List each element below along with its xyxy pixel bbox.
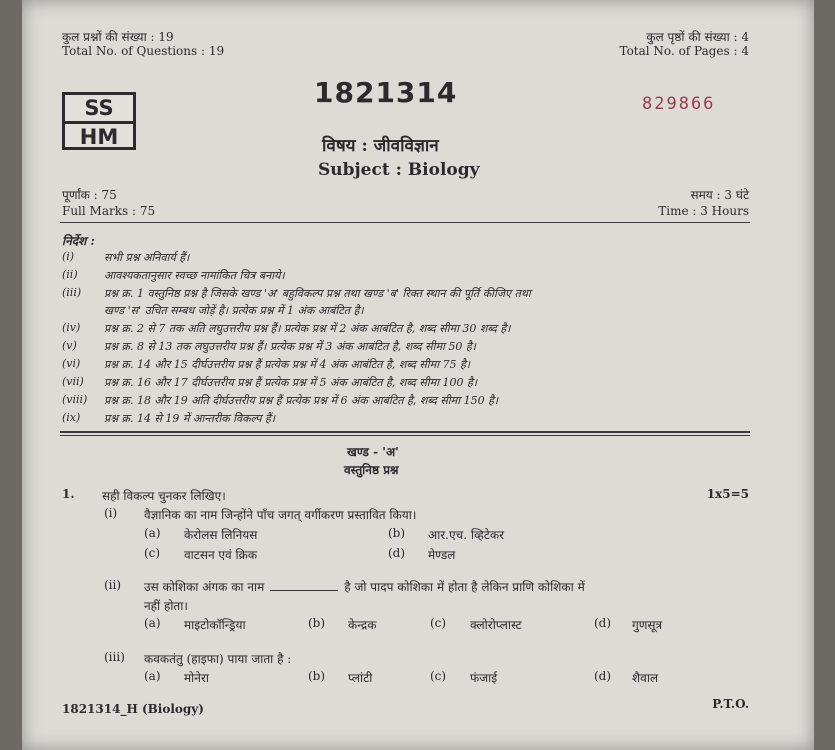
subject-hindi: विषय : जीवविज्ञान [322, 136, 439, 156]
instruction-text: प्रश्न क्र. 1 वस्तुनिष्ठ प्रश्न है जिसके खण्ड 'अ' बहुविकल्प प्रश्न तथा खण्ड 'ब' रिक्त स्थान की पूर्ति कीजिए तथा [104, 287, 531, 300]
instruction-num: (i) [62, 250, 75, 263]
subquestion-text-after: है जो पादप कोशिका में होता है लेकिन प्राणि कोशिका में [344, 580, 585, 594]
instruction-text: प्रश्न क्र. 14 से 19 में आन्तरीक विकल्प हैं। [104, 412, 276, 425]
subquestion-text: वैज्ञानिक का नाम जिन्होंने पाँच जगत् वर्गीकरण प्रस्तावित किया। [144, 508, 417, 522]
option-label: (c) [430, 616, 447, 630]
instruction-text: प्रश्न क्र. 2 से 7 तक अति लघुउत्तरीय प्रश्न हैं। प्रत्येक प्रश्न में 2 अंक आबंटित है, शब्द सीमा 30 शब्द है। [104, 322, 511, 335]
section-rule-thick [60, 431, 750, 433]
option-text: आर.एच. व्हिटेकर [428, 528, 504, 542]
option-text: माइटोकॉन्ड्रिया [184, 618, 246, 632]
header-rule [60, 222, 750, 223]
option-text: क्लोरोप्लास्ट [470, 618, 522, 632]
fill-in-blank [270, 580, 338, 591]
option-text: केन्द्रक [348, 618, 377, 632]
subquestion-text [144, 578, 585, 595]
paper-code: 1821314 [314, 76, 458, 109]
subquestion-number: (ii) [104, 578, 122, 592]
instruction-num: (iii) [62, 286, 82, 299]
full-marks-hindi: पूर्णांक : 75 [62, 188, 117, 202]
instruction-text-continued: खण्ड 'स' उचित सम्बध जोड़ें है। प्रत्येक प्रश्न में 1 अंक आबंटित है। [104, 304, 364, 317]
time-english: Time : 3 Hours [658, 204, 749, 218]
option-label: (b) [308, 616, 326, 630]
instruction-text: प्रश्न क्र. 14 और 15 दीर्घउत्तरीय प्रश्न हैं प्रत्येक प्रश्न में 4 अंक आबंटित है, शब्द सीमा 75 है। [104, 358, 471, 371]
option-label: (d) [388, 546, 406, 560]
instruction-num: (vii) [62, 375, 84, 388]
option-text: गुणसूत्र [632, 618, 663, 632]
subquestion-number: (i) [104, 506, 118, 520]
stream-code-box [62, 92, 136, 150]
footer-paper-code: 1821314_H (Biology) [62, 702, 204, 716]
instruction-num: (ii) [62, 268, 78, 281]
page-count-hindi: कुल पृष्ठों की संख्या : 4 [646, 30, 749, 44]
option-text: फंजाई [470, 671, 498, 685]
instruction-num: (viii) [62, 393, 88, 406]
option-text: प्लांटी [348, 671, 373, 685]
instruction-text: प्रश्न क्र. 8 से 13 तक लघुउत्तरीय प्रश्न हैं। प्रत्येक प्रश्न में 3 अंक आबंटित है, शब्द सीमा 50 है। [104, 340, 476, 353]
footer-pto: P.T.O. [712, 697, 749, 711]
option-label: (b) [388, 526, 406, 540]
instruction-text: आवश्यकतानुसार स्वच्छ नामांकित चित्र बनाये। [104, 269, 285, 282]
subquestion-text: कवकतंतु (हाइफा) पाया जाता है : [144, 652, 292, 666]
instruction-num: (ix) [62, 411, 81, 424]
option-label: (a) [144, 616, 161, 630]
subquestion-text-continued: नहीं होता। [144, 599, 188, 613]
subquestion-number: (iii) [104, 650, 125, 664]
instruction-text: सभी प्रश्न अनिवार्य हैं। [104, 251, 190, 264]
section-title: खण्ड - 'अ' [347, 445, 399, 459]
option-label: (d) [594, 669, 612, 683]
question-count-hindi: कुल प्रश्नों की संख्या : 19 [62, 30, 174, 44]
option-label: (b) [308, 669, 326, 683]
option-text: मेण्डल [428, 548, 456, 562]
instruction-text: प्रश्न क्र. 16 और 17 दीर्घउत्तरीय प्रश्न हैं प्रत्येक प्रश्न में 5 अंक आबंटित है, शब्द सीमा 100 है। [104, 376, 478, 389]
full-marks-english: Full Marks : 75 [62, 204, 156, 218]
page-count-english: Total No. of Pages : 4 [619, 44, 749, 58]
stream-code-bottom: HM [79, 125, 119, 149]
option-text: वाटसन एवं क्रिक [184, 548, 258, 562]
subquestion-text-before: उस कोशिका अंगक का नाम [144, 580, 265, 594]
instruction-text: प्रश्न क्र. 18 और 19 अति दीर्घउत्तरीय प्रश्न हैं प्रत्येक प्रश्न में 6 अंक आबंटित है, शब्द सीमा 150 है। [104, 394, 499, 407]
instruction-num: (v) [62, 339, 77, 352]
question-marks: 1x5=5 [706, 487, 749, 501]
option-text: शैवाल [632, 671, 659, 685]
option-label: (c) [144, 546, 161, 560]
question-number: 1. [62, 487, 75, 501]
option-label: (a) [144, 526, 161, 540]
instructions-heading: निर्देश : [62, 234, 95, 248]
option-label: (a) [144, 669, 161, 683]
stream-code-top: SS [84, 96, 114, 120]
question-text: सही विकल्प चुनकर लिखिए। [102, 489, 226, 503]
time-hindi: समय : 3 घंटे [690, 188, 749, 202]
section-subtitle: वस्तुनिष्ठ प्रश्न [344, 463, 399, 477]
instruction-num: (vi) [62, 357, 81, 370]
section-rule-thin [60, 435, 750, 436]
question-count-english: Total No. of Questions : 19 [62, 44, 225, 58]
option-text: मोनेरा [184, 671, 209, 685]
option-text: केरोलस लिनियस [184, 528, 258, 542]
option-label: (c) [430, 669, 447, 683]
option-label: (d) [594, 616, 612, 630]
subject-english: Subject : Biology [318, 160, 480, 180]
instruction-num: (iv) [62, 321, 81, 334]
serial-number: 829866 [642, 94, 716, 114]
